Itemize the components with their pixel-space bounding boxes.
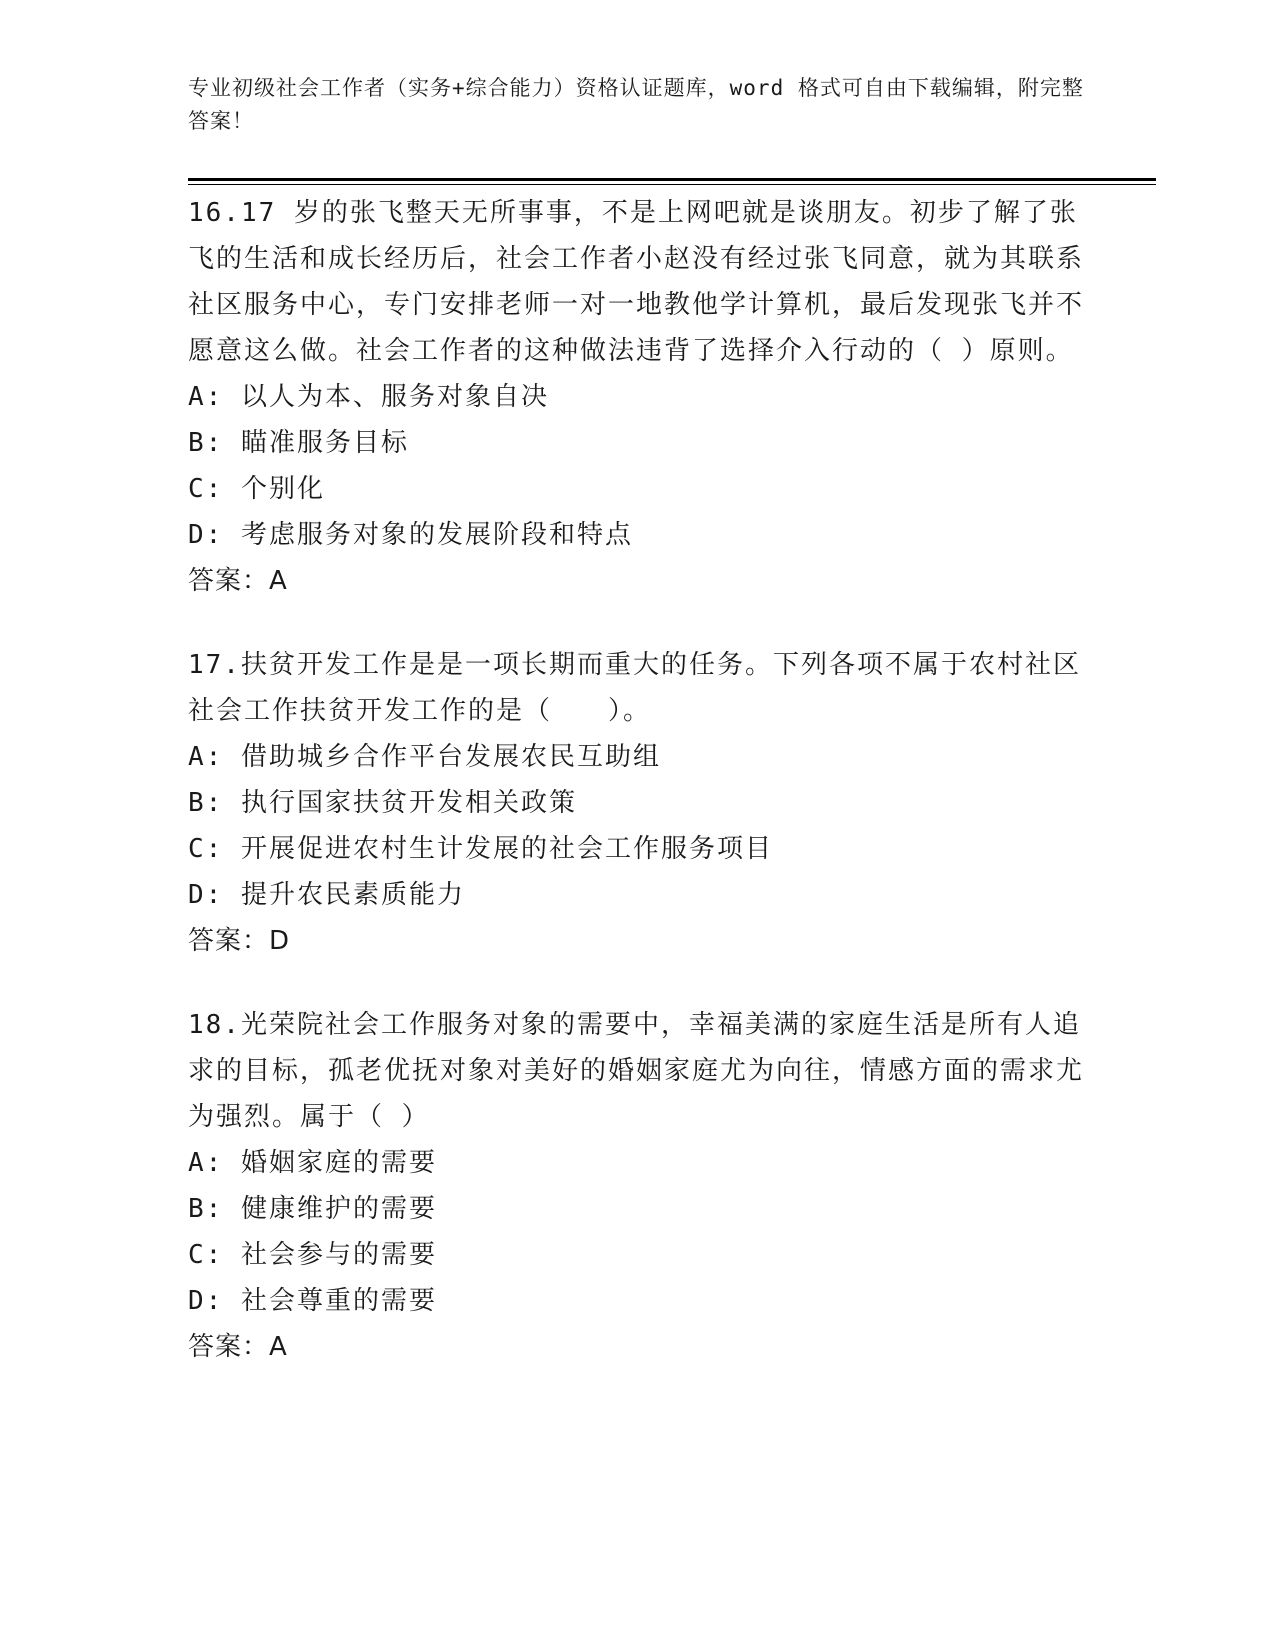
option-d: D: 提升农民素质能力 [188, 880, 465, 910]
question-stem: 16.17 岁的张飞整天无所事事，不是上网吧就是谈朋友。初步了解了张飞的生活和成长经历后，社会工作者小赵没有经过张飞同意，就为其联系社区服务中心，专门安排老师一对一地教他学计算机，最后发现张飞并不愿意这么做。社会工作者的这种做法违背了选择介入行动的（ ）原则。 [188, 198, 1085, 366]
question-stem: 17.扶贫开发工作是是一项长期而重大的任务。下列各项不属于农村社区社会工作扶贫开发工作的是（ ）。 [188, 650, 1081, 726]
option-a: A: 以人为本、服务对象自决 [188, 382, 549, 412]
header-divider-thick [188, 178, 1156, 181]
header-divider-thin [188, 184, 1156, 185]
answer: 答案：A [188, 1332, 288, 1362]
question-17 [188, 642, 1088, 964]
answer: 答案：A [188, 566, 288, 596]
option-d: D: 社会尊重的需要 [188, 1286, 437, 1316]
option-b: B: 健康维护的需要 [188, 1194, 437, 1224]
question-stem: 18.光荣院社会工作服务对象的需要中，幸福美满的家庭生活是所有人追求的目标，孤老优抚对象对美好的婚姻家庭尤为向往，情感方面的需求尤为强烈。属于（ ） [188, 1010, 1085, 1132]
option-d: D: 考虑服务对象的发展阶段和特点 [188, 520, 633, 550]
question-16 [188, 190, 1088, 604]
document-header: 专业初级社会工作者（实务+综合能力）资格认证题库，word 格式可自由下载编辑，附完整答案！ [188, 76, 1084, 133]
answer: 答案：D [188, 926, 291, 956]
option-a: A: 婚姻家庭的需要 [188, 1148, 437, 1178]
option-c: C: 开展促进农村生计发展的社会工作服务项目 [188, 834, 773, 864]
option-c: C: 社会参与的需要 [188, 1240, 437, 1270]
option-b: B: 瞄准服务目标 [188, 428, 409, 458]
option-b: B: 执行国家扶贫开发相关政策 [188, 788, 577, 818]
option-c: C: 个别化 [188, 474, 325, 504]
question-list [188, 190, 1088, 1408]
option-a: A: 借助城乡合作平台发展农民互助组 [188, 742, 661, 772]
question-18 [188, 1002, 1088, 1370]
